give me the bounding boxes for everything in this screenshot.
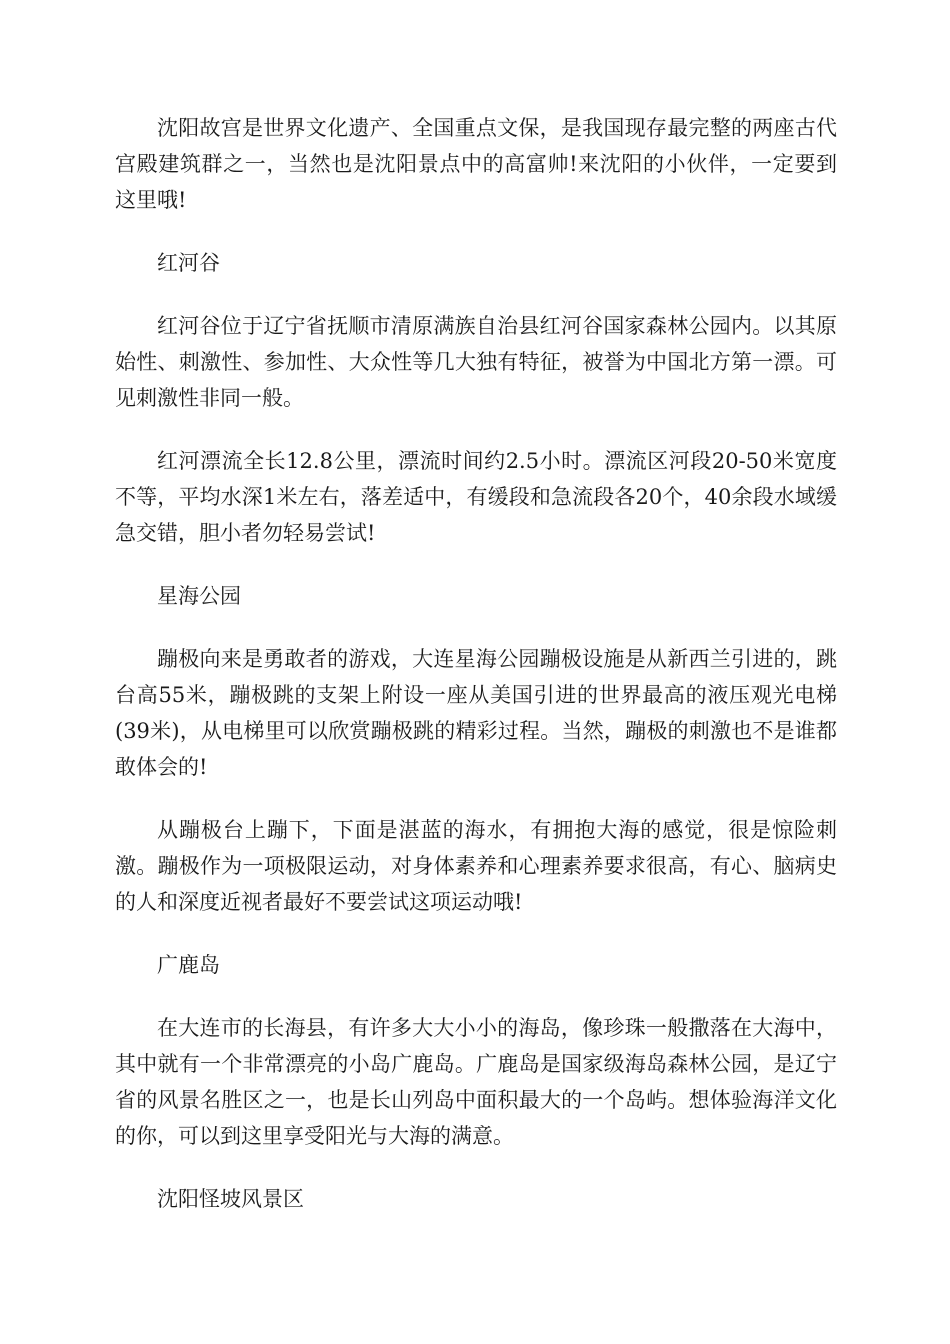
paragraph-honghe-rafting: 红河漂流全长12.8公里，漂流时间约2.5小时。漂流区河段20-50米宽度不等，平均水深1米左右，落差适中，有缓段和急流段各20个，40余段水域缓急交错，胆小者勿轻易尝试! xyxy=(115,449,837,545)
paragraph-bungee-warning: 从蹦极台上蹦下，下面是湛蓝的海水，有拥抱大海的感觉，很是惊险刺激。蹦极作为一项极限运动，对身体素养和心理素养要求很高，有心、脑病史的人和深度近视者最好不要尝试这项运动哦! xyxy=(115,818,837,914)
document-body xyxy=(115,110,837,1244)
heading-shenyang-guaipo: 沈阳怪坡风景区 xyxy=(157,1187,304,1211)
paragraph-honghegu-intro: 红河谷位于辽宁省抚顺市清原满族自治县红河谷国家森林公园内。以其原始性、刺激性、参加性、大众性等几大独有特征，被誉为中国北方第一漂。可见刺激性非同一般。 xyxy=(115,314,837,410)
paragraph-bungee-intro: 蹦极向来是勇敢者的游戏，大连星海公园蹦极设施是从新西兰引进的，跳台高55米，蹦极跳的支架上附设一座从美国引进的世界最高的液压观光电梯(39米)，从电梯里可以欣赏蹦极跳的精彩过程。当然，蹦极的刺激也不是谁都敢体会的! xyxy=(115,647,837,779)
paragraph-shenyang-palace: 沈阳故宫是世界文化遗产、全国重点文保，是我国现存最完整的两座古代宫殿建筑群之一，当然也是沈阳景点中的高富帅!来沈阳的小伙伴，一定要到这里哦! xyxy=(115,116,837,212)
paragraph-guanglu-island: 在大连市的长海县，有许多大大小小的海岛，像珍珠一般撒落在大海中，其中就有一个非常漂亮的小岛广鹿岛。广鹿岛是国家级海岛森林公园，是辽宁省的风景名胜区之一，也是长山列岛中面积最大的一个岛屿。想体验海洋文化的你，可以到这里享受阳光与大海的满意。 xyxy=(115,1016,837,1148)
heading-xinghai-park: 星海公园 xyxy=(157,584,241,608)
heading-guanglu-island: 广鹿岛 xyxy=(157,953,220,977)
heading-honghegu: 红河谷 xyxy=(157,251,220,275)
